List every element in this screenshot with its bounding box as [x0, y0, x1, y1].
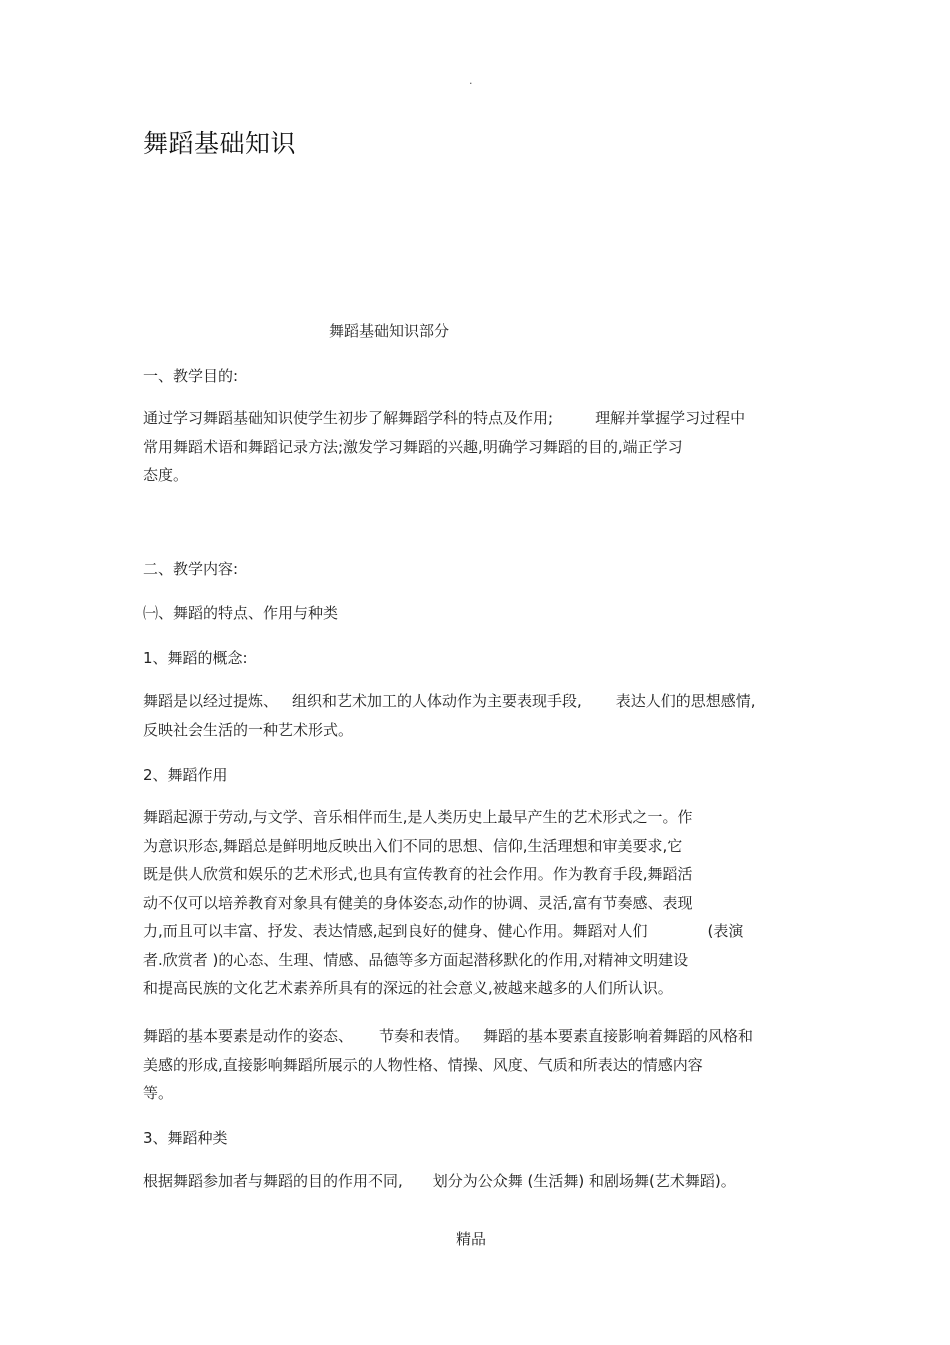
- paragraph-line: [143, 687, 756, 716]
- header-dot: .: [469, 74, 473, 87]
- line-segment: 表达人们的思想感情,: [615, 692, 756, 710]
- paragraph-line: 反映社会生活的一种艺术形式。: [143, 720, 354, 739]
- dance-function-paragraph: [143, 803, 743, 1003]
- paragraph-line: 为意识形态,舞蹈总是鲜明地反映出入们不同的思想、信仰,生活理想和审美要求,它: [143, 836, 683, 855]
- line-segment: 节奏和表情。: [379, 1027, 470, 1045]
- line-segment: 划分为公众舞 (生活舞) 和剧场舞(艺术舞蹈)。: [432, 1172, 736, 1190]
- paragraph-line: 和提高民族的文化艺术素养所具有的深远的社会意义,被越来越多的人们所认识。: [143, 979, 673, 997]
- dance-types-heading: 3、舞蹈种类: [143, 1129, 228, 1147]
- section-subtitle: 舞蹈基础知识部分: [329, 322, 450, 340]
- dance-types-paragraph: [143, 1167, 736, 1196]
- document-title: 舞蹈基础知识: [143, 129, 297, 158]
- paragraph-line: 美感的形成,直接影响舞蹈所展示的人物性格、情操、风度、气质和所表达的情感内容: [143, 1055, 703, 1074]
- teaching-purpose-paragraph: [143, 404, 745, 490]
- paragraph-line: [143, 917, 743, 946]
- dance-concept-heading: 1、舞蹈的概念:: [143, 649, 248, 667]
- paragraph-line: 者.欣赏者 )的心态、生理、情感、品德等多方面起潜移默化的作用,对精神文明建设: [143, 950, 689, 969]
- line-segment: 通过学习舞蹈基础知识使学生初步了解舞蹈学科的特点及作用;: [143, 409, 554, 427]
- paragraph-line: 舞蹈起源于劳动,与文学、音乐相伴而生,是人类历史上最早产生的艺术形式之一。作: [143, 808, 693, 826]
- paragraph-line: 等。: [143, 1084, 174, 1102]
- line-segment: 理解并掌握学习过程中: [595, 409, 746, 427]
- line-segment: 舞蹈是以经过提炼、: [143, 692, 279, 710]
- line-segment: 舞蹈的基本要素是动作的姿态、: [143, 1027, 354, 1045]
- paragraph-line: 既是供人欣赏和娱乐的艺术形式,也具有宣传教育的社会作用。作为教育手段,舞蹈活: [143, 865, 693, 883]
- paragraph-line: 动不仅可以培养教育对象具有健美的身体姿态,动作的协调、灵活,富有节奏感、表现: [143, 893, 693, 912]
- line-segment: 根据舞蹈参加者与舞蹈的目的作用不同,: [143, 1172, 403, 1190]
- line-segment: 力,而且可以丰富、抒发、表达情感,起到良好的健身、健心作用。舞蹈对人们: [143, 922, 648, 940]
- line-segment: (表演: [707, 922, 744, 940]
- line-segment: 舞蹈的基本要素直接影响着舞蹈的风格和: [483, 1027, 754, 1045]
- paragraph-line: 态度。: [143, 466, 189, 484]
- paragraph-line: [143, 404, 745, 433]
- teaching-content-heading: 二、教学内容:: [143, 560, 239, 578]
- paragraph-line: 常用舞蹈术语和舞蹈记录方法;激发学习舞蹈的兴趣,明确学习舞蹈的目的,端正学习: [143, 437, 683, 456]
- line-segment: 组织和艺术加工的人体动作为主要表现手段,: [292, 692, 582, 710]
- dance-function-heading: 2、舞蹈作用: [143, 766, 228, 784]
- paragraph-line: [143, 1022, 753, 1051]
- dance-concept-paragraph: [143, 687, 756, 744]
- teaching-purpose-heading: 一、教学目的:: [143, 367, 239, 385]
- page-footer: 精品: [456, 1230, 487, 1248]
- dance-elements-paragraph: [143, 1022, 753, 1108]
- paragraph-line: [143, 1167, 736, 1196]
- subsection-heading: ㈠、舞蹈的特点、作用与种类: [143, 604, 339, 622]
